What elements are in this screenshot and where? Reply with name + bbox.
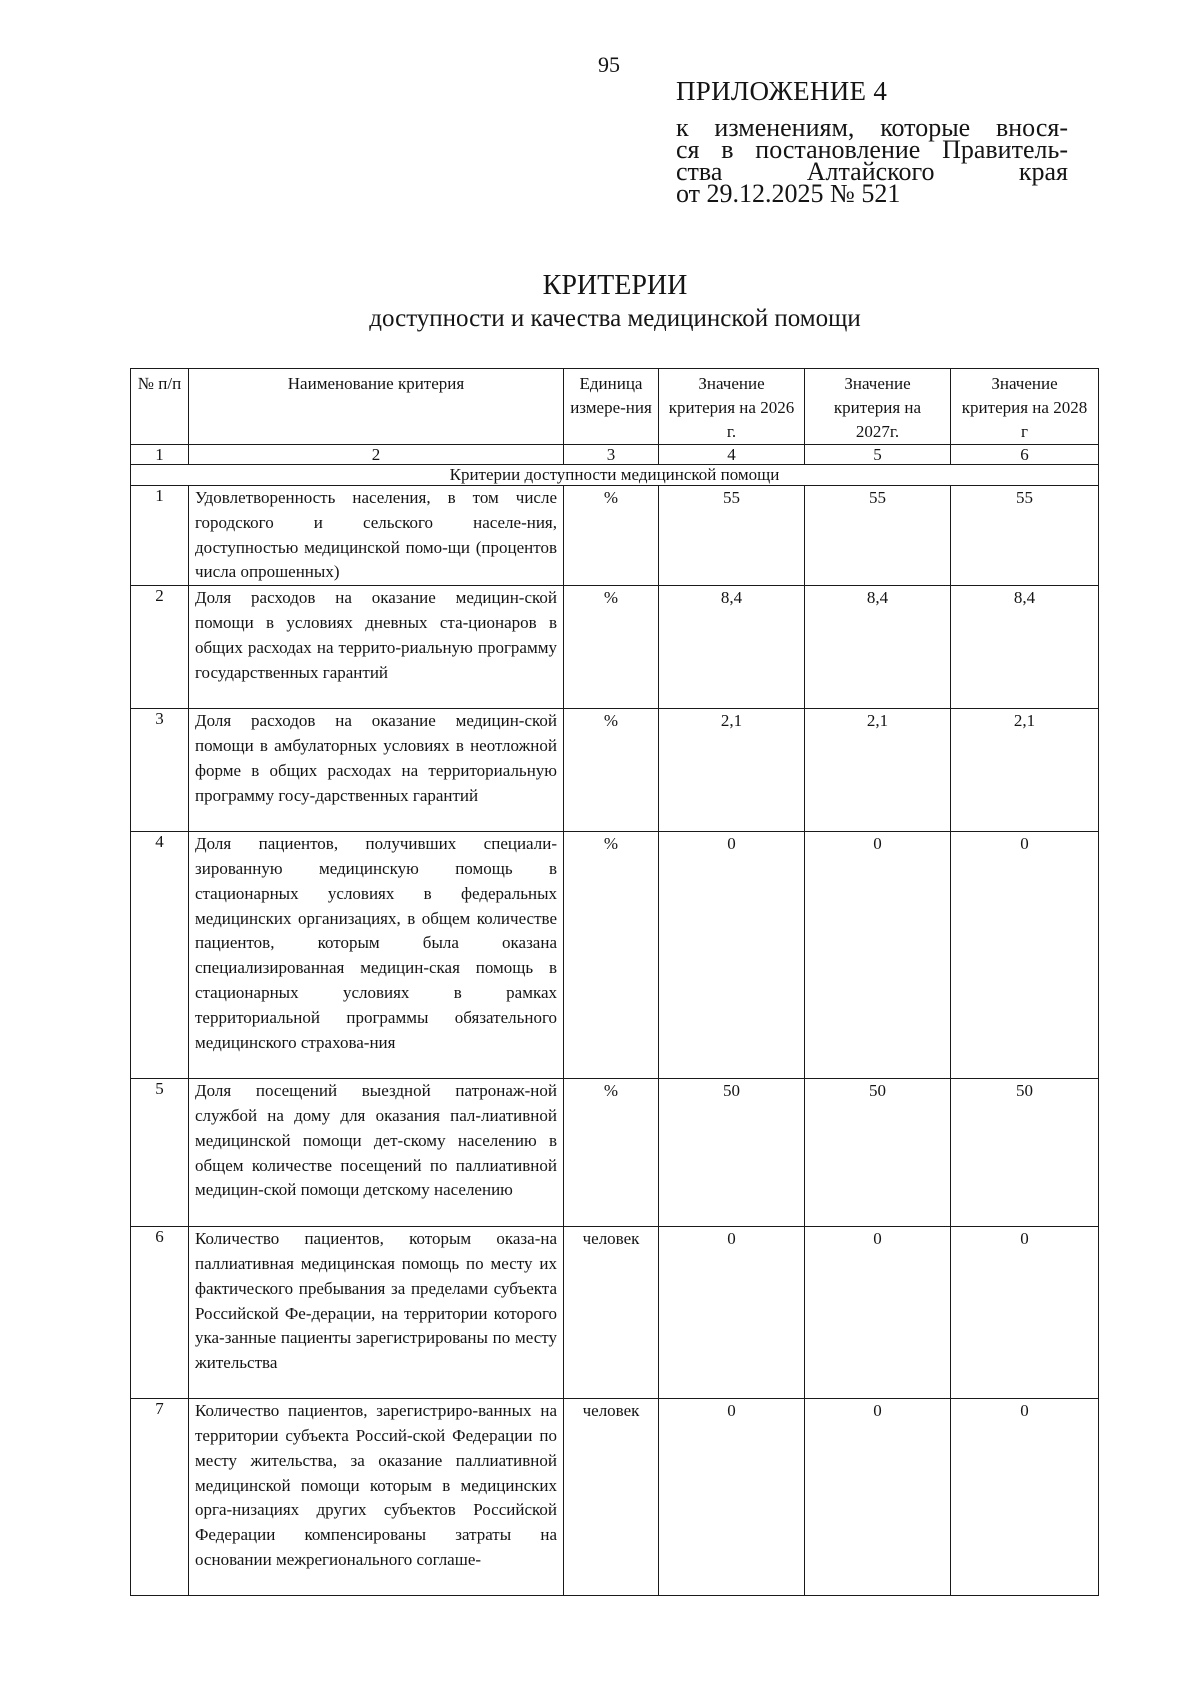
appendix-line: от 29.12.2025 № 521 (676, 179, 901, 208)
appendix-title: ПРИЛОЖЕНИЕ 4 (676, 76, 888, 106)
unit-cell: % (564, 586, 659, 709)
appendix-line: ства Алтайского края (676, 157, 1068, 186)
column-number-row (131, 445, 1099, 465)
value-2026: 55 (659, 486, 805, 586)
unit-cell: человек (564, 1399, 659, 1596)
row-number: 7 (131, 1399, 189, 1596)
value-2026: 8,4 (659, 586, 805, 709)
value-2028: 0 (951, 1227, 1099, 1399)
criterion-name: Доля посещений выездной патронаж-ной службой на дому для оказания пал-лиативной медицинской помощи дет-скому населению в общем количестве посещений по паллиативной медицин-ской помощи детскому населению (189, 1079, 564, 1227)
appendix-block (676, 76, 1068, 208)
section-title: Критерии доступности медицинской помощи (131, 465, 1099, 486)
value-2026: 0 (659, 1227, 805, 1399)
criterion-name: Количество пациентов, зарегистриро-ванных на территории субъекта Россий-ской Федерации по месту жительства, за оказание паллиативной медицинской помощи которым в медицинских орга-низациях других субъектов Российской Федерации компенсированы затраты на основании межрегионального соглаше- (189, 1399, 564, 1596)
table-row (131, 1227, 1099, 1399)
value-2028: 0 (951, 1399, 1099, 1596)
column-number: 2 (189, 445, 564, 465)
document-title: КРИТЕРИИ (542, 270, 688, 301)
table-row (131, 709, 1099, 832)
row-number: 1 (131, 486, 189, 586)
table-row (131, 486, 1099, 586)
column-number: 5 (805, 445, 951, 465)
criterion-name: Доля расходов на оказание медицин-ской помощи в условиях дневных ста-ционаров в общих расходах на террито-риальную программу государственных гарантий (189, 586, 564, 709)
value-2028: 8,4 (951, 586, 1099, 709)
column-number: 4 (659, 445, 805, 465)
row-number: 6 (131, 1227, 189, 1399)
header-unit: Единица измере-ния (564, 369, 659, 445)
value-2028: 2,1 (951, 709, 1099, 832)
unit-cell: % (564, 832, 659, 1079)
page-number: 95 (598, 52, 620, 77)
value-2026: 0 (659, 1399, 805, 1596)
value-2027: 0 (805, 832, 951, 1079)
value-2027: 0 (805, 1399, 951, 1596)
unit-cell: % (564, 486, 659, 586)
row-number: 3 (131, 709, 189, 832)
table-row (131, 586, 1099, 709)
column-number: 6 (951, 445, 1099, 465)
table-row (131, 1399, 1099, 1596)
value-2028: 0 (951, 832, 1099, 1079)
value-2027: 50 (805, 1079, 951, 1227)
section-row (131, 465, 1099, 486)
value-2028: 50 (951, 1079, 1099, 1227)
criteria-table (130, 368, 1099, 1596)
unit-cell: % (564, 1079, 659, 1227)
value-2026: 2,1 (659, 709, 805, 832)
column-number: 1 (131, 445, 189, 465)
value-2026: 0 (659, 832, 805, 1079)
header-no: № п/п (131, 369, 189, 445)
criterion-name: Доля пациентов, получивших специали-зированную медицинскую помощь в стационарных условиях в федеральных медицинских организациях, в общем количестве пациентов, которым была оказана специализированная медицин-ская помощь в стационарных условиях в рамках территориальной программы обязательного медицинского страхова-ния (189, 832, 564, 1079)
header-value-2028: Значение критерия на 2028 г (951, 369, 1099, 445)
criterion-name: Количество пациентов, которым оказа-на паллиативная медицинская помощь по месту их фактического пребывания за пределами субъекта Российской Фе-дерации, на территории которого ука-занные пациенты зарегистрированы по месту жительства (189, 1227, 564, 1399)
criterion-name: Удовлетворенность населения, в том числе городского и сельского населе-ния, доступностью медицинской помо-щи (процентов числа опрошенных) (189, 486, 564, 586)
row-number: 2 (131, 586, 189, 709)
value-2028: 55 (951, 486, 1099, 586)
column-number: 3 (564, 445, 659, 465)
appendix-line: ся в постановление Правитель- (676, 135, 1068, 164)
row-number: 4 (131, 832, 189, 1079)
unit-cell: % (564, 709, 659, 832)
table-row (131, 832, 1099, 1079)
value-2027: 8,4 (805, 586, 951, 709)
header-name: Наименование критерия (189, 369, 564, 445)
table-row (131, 1079, 1099, 1227)
value-2027: 55 (805, 486, 951, 586)
value-2027: 0 (805, 1227, 951, 1399)
header-value-2027: Значение критерия на 2027г. (805, 369, 951, 445)
header-row (131, 369, 1099, 445)
value-2027: 2,1 (805, 709, 951, 832)
header-value-2026: Значение критерия на 2026 г. (659, 369, 805, 445)
value-2026: 50 (659, 1079, 805, 1227)
appendix-line: к изменениям, которые внося- (676, 113, 1068, 142)
document-subtitle: доступности и качества медицинской помощи (369, 305, 861, 332)
criterion-name: Доля расходов на оказание медицин-ской помощи в амбулаторных условиях в неотложной форме в общих расходах на территориальную программу госу-дарственных гарантий (189, 709, 564, 832)
row-number: 5 (131, 1079, 189, 1227)
unit-cell: человек (564, 1227, 659, 1399)
